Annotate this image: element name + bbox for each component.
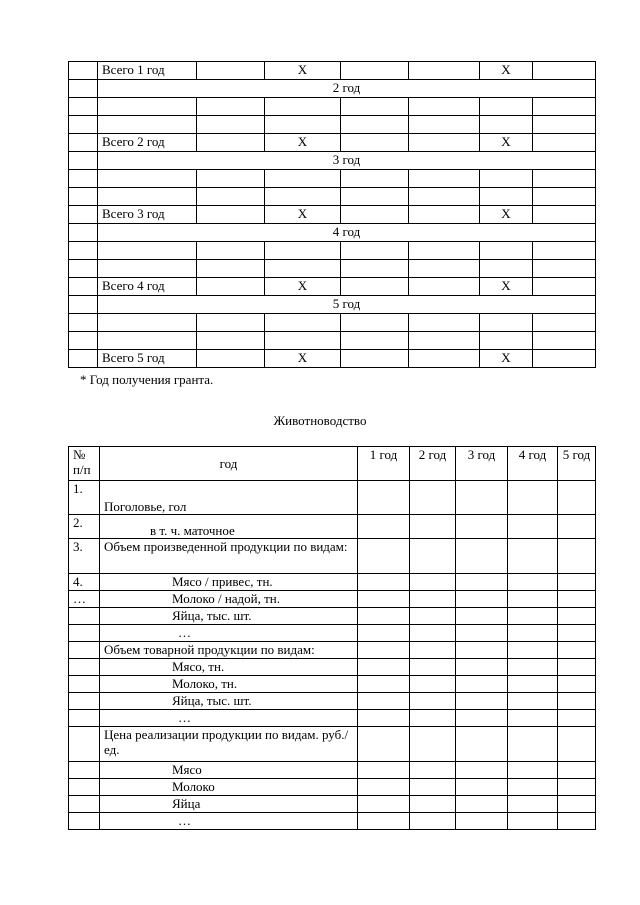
- value-cell: [358, 727, 410, 762]
- value-cell: [558, 779, 596, 796]
- table-cell: [533, 62, 596, 80]
- value-cell: [508, 779, 558, 796]
- table-cell: [98, 170, 197, 188]
- value-cell: [456, 693, 508, 710]
- row-label-cell: Молоко, тн.: [100, 676, 358, 693]
- table-cell: [341, 98, 409, 116]
- table-row: [69, 278, 596, 296]
- table-row: [69, 762, 596, 779]
- row-number-cell: [69, 796, 100, 813]
- table-cell: [409, 62, 480, 80]
- table-cell: [265, 188, 341, 206]
- value-cell: [508, 481, 558, 515]
- table-cell: [409, 278, 480, 296]
- table-row: [69, 693, 596, 710]
- table-cell: [69, 224, 98, 242]
- table-cell: [69, 98, 98, 116]
- col-header-year-4: 4 год: [508, 447, 558, 481]
- value-cell: [456, 642, 508, 659]
- table-cell: [409, 242, 480, 260]
- value-cell: [558, 591, 596, 608]
- table-cell: [341, 332, 409, 350]
- value-cell: [358, 813, 410, 830]
- value-cell: [456, 591, 508, 608]
- section-title: Животноводство: [273, 413, 367, 428]
- col-header-num: № п/п: [69, 447, 100, 481]
- table-cell: [533, 350, 596, 368]
- table-cell: [265, 116, 341, 134]
- value-cell: [410, 608, 456, 625]
- table-cell: [480, 116, 533, 134]
- table-cell: [69, 242, 98, 260]
- row-number-cell: [69, 710, 100, 727]
- table-row: [69, 676, 596, 693]
- value-cell: [358, 710, 410, 727]
- table-row: [69, 98, 596, 116]
- row-number-cell: [69, 608, 100, 625]
- value-cell: [410, 625, 456, 642]
- value-cell: [558, 762, 596, 779]
- value-cell: [358, 608, 410, 625]
- row-number-cell: [69, 813, 100, 830]
- table-cell: [98, 188, 197, 206]
- value-cell: [358, 625, 410, 642]
- col-header-year-3: 3 год: [456, 447, 508, 481]
- x-mark-cell: Х: [265, 278, 341, 296]
- value-cell: [410, 642, 456, 659]
- table-cell: [69, 314, 98, 332]
- value-cell: [558, 710, 596, 727]
- table-row: [69, 625, 596, 642]
- table-cell: [480, 170, 533, 188]
- table-row: [69, 260, 596, 278]
- row-number-cell: 4.: [69, 574, 100, 591]
- grant-year-table: [68, 61, 596, 368]
- value-cell: [358, 762, 410, 779]
- value-cell: [456, 796, 508, 813]
- value-cell: [508, 727, 558, 762]
- row-label-cell: …: [100, 710, 358, 727]
- table-row: [69, 710, 596, 727]
- table-cell: [341, 350, 409, 368]
- row-number-cell: 3.: [69, 539, 100, 574]
- table-cell: [197, 116, 265, 134]
- table-cell: [480, 332, 533, 350]
- year-header-cell: 4 год: [98, 224, 596, 242]
- table-cell: [341, 206, 409, 224]
- table-cell: [265, 98, 341, 116]
- table-cell: [341, 62, 409, 80]
- table-cell: [409, 332, 480, 350]
- table-cell: [409, 350, 480, 368]
- table-cell: [409, 314, 480, 332]
- table-row: [69, 813, 596, 830]
- value-cell: [558, 659, 596, 676]
- table-cell: [533, 278, 596, 296]
- value-cell: [456, 659, 508, 676]
- table-cell: [197, 134, 265, 152]
- table-row: [69, 242, 596, 260]
- x-mark-cell: Х: [480, 278, 533, 296]
- table-cell: [197, 188, 265, 206]
- table-row: [69, 170, 596, 188]
- value-cell: [410, 710, 456, 727]
- row-label-cell: в т. ч. маточное: [100, 515, 358, 539]
- value-cell: [456, 608, 508, 625]
- table-row: [69, 296, 596, 314]
- value-cell: [358, 659, 410, 676]
- table-cell: [197, 98, 265, 116]
- row-number-cell: [69, 727, 100, 762]
- row-label-cell: Молоко / надой, тн.: [100, 591, 358, 608]
- table-cell: [480, 314, 533, 332]
- x-mark-cell: Х: [480, 62, 533, 80]
- table-cell: [265, 314, 341, 332]
- value-cell: [558, 515, 596, 539]
- table-cell: [197, 242, 265, 260]
- table-row: [69, 152, 596, 170]
- table-cell: [409, 188, 480, 206]
- table-cell: [265, 170, 341, 188]
- table-row: [69, 574, 596, 591]
- row-label-cell: Мясо, тн.: [100, 659, 358, 676]
- table-row: [69, 779, 596, 796]
- table-cell: [69, 152, 98, 170]
- row-label-cell: Яйца: [100, 796, 358, 813]
- table-row: [69, 515, 596, 539]
- value-cell: [410, 813, 456, 830]
- row-label-cell: Цена реализации продукции по видам. руб./ед.: [100, 727, 358, 762]
- value-cell: [558, 539, 596, 574]
- value-cell: [410, 693, 456, 710]
- value-cell: [508, 693, 558, 710]
- table-header-row: [69, 447, 596, 481]
- table-cell: [69, 116, 98, 134]
- table-row: [69, 539, 596, 574]
- total-label-cell: Всего 4 год: [98, 278, 197, 296]
- value-cell: [508, 608, 558, 625]
- x-mark-cell: Х: [265, 206, 341, 224]
- value-cell: [410, 591, 456, 608]
- table-cell: [480, 260, 533, 278]
- value-cell: [410, 481, 456, 515]
- table-cell: [69, 206, 98, 224]
- value-cell: [558, 796, 596, 813]
- row-label-cell: …: [100, 625, 358, 642]
- year-header-cell: 3 год: [98, 152, 596, 170]
- value-cell: [410, 727, 456, 762]
- value-cell: [358, 676, 410, 693]
- table-cell: [197, 170, 265, 188]
- value-cell: [508, 796, 558, 813]
- value-cell: [456, 481, 508, 515]
- table-cell: [480, 98, 533, 116]
- table-cell: [98, 260, 197, 278]
- value-cell: [410, 796, 456, 813]
- table-cell: [69, 134, 98, 152]
- value-cell: [558, 642, 596, 659]
- table-cell: [98, 314, 197, 332]
- value-cell: [508, 574, 558, 591]
- table-cell: [409, 98, 480, 116]
- table-row: [69, 659, 596, 676]
- table-cell: [341, 116, 409, 134]
- value-cell: [456, 539, 508, 574]
- row-number-cell: [69, 762, 100, 779]
- table-cell: [533, 332, 596, 350]
- table-row: [69, 314, 596, 332]
- table-row: [69, 188, 596, 206]
- table-cell: [409, 134, 480, 152]
- table-cell: [533, 98, 596, 116]
- row-number-cell: [69, 659, 100, 676]
- year-header-cell: 5 год: [98, 296, 596, 314]
- table-cell: [341, 188, 409, 206]
- table-cell: [197, 206, 265, 224]
- value-cell: [456, 762, 508, 779]
- row-number-cell: 2.: [69, 515, 100, 539]
- table-row: [69, 608, 596, 625]
- x-mark-cell: Х: [480, 206, 533, 224]
- value-cell: [508, 591, 558, 608]
- value-cell: [410, 574, 456, 591]
- value-cell: [410, 539, 456, 574]
- table-cell: [265, 260, 341, 278]
- year-header-cell: 2 год: [98, 80, 596, 98]
- value-cell: [358, 481, 410, 515]
- row-label-cell: …: [100, 813, 358, 830]
- table-row: [69, 134, 596, 152]
- table-cell: [69, 332, 98, 350]
- table-row: [69, 642, 596, 659]
- value-cell: [358, 591, 410, 608]
- footnote: * Год получения гранта.: [80, 372, 214, 387]
- row-label-cell: Молоко: [100, 779, 358, 796]
- table-cell: [69, 170, 98, 188]
- table-cell: [533, 206, 596, 224]
- value-cell: [508, 515, 558, 539]
- table-cell: [480, 188, 533, 206]
- table-cell: [341, 260, 409, 278]
- x-mark-cell: Х: [265, 62, 341, 80]
- table-cell: [69, 260, 98, 278]
- row-label-cell: Яйца, тыс. шт.: [100, 608, 358, 625]
- value-cell: [358, 796, 410, 813]
- value-cell: [558, 676, 596, 693]
- table-cell: [341, 170, 409, 188]
- value-cell: [558, 813, 596, 830]
- row-label-cell: Яйца, тыс. шт.: [100, 693, 358, 710]
- value-cell: [508, 813, 558, 830]
- table-row: [69, 796, 596, 813]
- value-cell: [358, 515, 410, 539]
- table-row: [69, 481, 596, 515]
- table-cell: [69, 62, 98, 80]
- total-label-cell: Всего 5 год: [98, 350, 197, 368]
- value-cell: [456, 727, 508, 762]
- table-cell: [98, 116, 197, 134]
- value-cell: [456, 625, 508, 642]
- x-mark-cell: Х: [480, 134, 533, 152]
- value-cell: [358, 539, 410, 574]
- table-cell: [533, 242, 596, 260]
- row-number-cell: [69, 642, 100, 659]
- table-cell: [533, 134, 596, 152]
- table-cell: [341, 278, 409, 296]
- value-cell: [358, 574, 410, 591]
- row-number-cell: [69, 676, 100, 693]
- value-cell: [558, 608, 596, 625]
- value-cell: [558, 727, 596, 762]
- value-cell: [456, 676, 508, 693]
- table-cell: [533, 116, 596, 134]
- row-number-cell: [69, 693, 100, 710]
- table-cell: [197, 62, 265, 80]
- row-label-cell: Мясо / привес, тн.: [100, 574, 358, 591]
- value-cell: [558, 693, 596, 710]
- x-mark-cell: Х: [480, 350, 533, 368]
- value-cell: [508, 762, 558, 779]
- table-cell: [409, 206, 480, 224]
- x-mark-cell: Х: [265, 134, 341, 152]
- table-cell: [197, 332, 265, 350]
- col-header-year-1: 1 год: [358, 447, 410, 481]
- table-cell: [533, 260, 596, 278]
- table-row: [69, 206, 596, 224]
- table-row: [69, 350, 596, 368]
- livestock-table: [68, 446, 596, 830]
- value-cell: [508, 642, 558, 659]
- value-cell: [410, 676, 456, 693]
- table-cell: [69, 350, 98, 368]
- table-row: [69, 116, 596, 134]
- col-header-year-2: 2 год: [410, 447, 456, 481]
- table-cell: [341, 134, 409, 152]
- row-number-cell: [69, 625, 100, 642]
- total-label-cell: Всего 1 год: [98, 62, 197, 80]
- value-cell: [456, 813, 508, 830]
- table-cell: [341, 242, 409, 260]
- row-number-cell: [69, 779, 100, 796]
- table-cell: [98, 242, 197, 260]
- table-cell: [69, 80, 98, 98]
- table-row: [69, 80, 596, 98]
- value-cell: [508, 710, 558, 727]
- table-cell: [69, 296, 98, 314]
- value-cell: [558, 481, 596, 515]
- row-label-cell: Мясо: [100, 762, 358, 779]
- value-cell: [456, 779, 508, 796]
- table-cell: [480, 242, 533, 260]
- row-number-cell: 1.: [69, 481, 100, 515]
- table-row: [69, 224, 596, 242]
- table-cell: [69, 188, 98, 206]
- value-cell: [508, 659, 558, 676]
- table-cell: [197, 278, 265, 296]
- table-cell: [197, 260, 265, 278]
- col-header-year-5: 5 год: [558, 447, 596, 481]
- value-cell: [558, 625, 596, 642]
- table-cell: [533, 188, 596, 206]
- value-cell: [456, 515, 508, 539]
- row-label-cell: Объем товарной продукции по видам:: [100, 642, 358, 659]
- col-header-label: год: [100, 447, 358, 481]
- value-cell: [410, 515, 456, 539]
- value-cell: [558, 574, 596, 591]
- table-cell: [409, 116, 480, 134]
- table-cell: [341, 314, 409, 332]
- table-cell: [197, 314, 265, 332]
- value-cell: [410, 762, 456, 779]
- table-row: [69, 727, 596, 762]
- table-cell: [265, 242, 341, 260]
- x-mark-cell: Х: [265, 350, 341, 368]
- value-cell: [410, 659, 456, 676]
- value-cell: [358, 642, 410, 659]
- total-label-cell: Всего 3 год: [98, 206, 197, 224]
- row-label-cell: Поголовье, гол: [100, 481, 358, 515]
- table-cell: [98, 332, 197, 350]
- row-label-cell: Объем произведенной продукции по видам:: [100, 539, 358, 574]
- value-cell: [508, 625, 558, 642]
- value-cell: [508, 676, 558, 693]
- table-cell: [409, 170, 480, 188]
- table-cell: [69, 278, 98, 296]
- table-cell: [98, 98, 197, 116]
- value-cell: [358, 779, 410, 796]
- value-cell: [456, 574, 508, 591]
- table-row: [69, 332, 596, 350]
- table-cell: [533, 314, 596, 332]
- value-cell: [456, 710, 508, 727]
- table-cell: [265, 332, 341, 350]
- table-row: [69, 591, 596, 608]
- total-label-cell: Всего 2 год: [98, 134, 197, 152]
- value-cell: [358, 693, 410, 710]
- value-cell: [508, 539, 558, 574]
- table-cell: [197, 350, 265, 368]
- table-cell: [409, 260, 480, 278]
- table-row: [69, 62, 596, 80]
- value-cell: [410, 779, 456, 796]
- table-cell: [533, 170, 596, 188]
- row-number-cell: …: [69, 591, 100, 608]
